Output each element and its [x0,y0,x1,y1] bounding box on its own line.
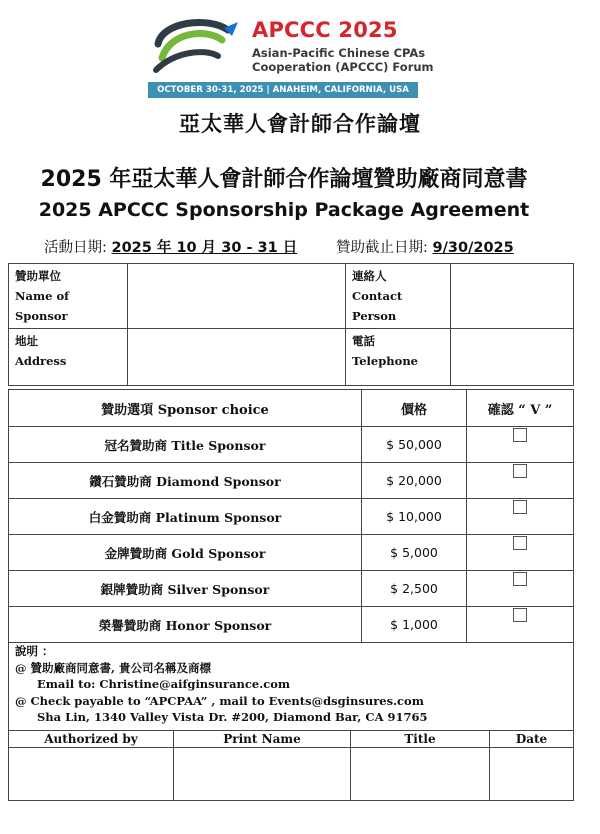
table-row [9,427,574,463]
deadline [336,236,514,257]
logo-swoosh-icon [148,14,238,78]
confirm-checkbox[interactable] [513,464,527,478]
price-value: $ 5,000 [362,535,467,571]
table-row [9,571,574,607]
price-value: $ 2,500 [362,571,467,607]
notes-line-1: @ 贊助廠商同意書, 貴公司名稱及商標 [15,660,212,675]
price-value: $ 50,000 [362,427,467,463]
agreement-title-en: 2025 APCCC Sponsorship Package Agreement [38,199,530,221]
deadline-value: 9/30/2025 [432,240,514,256]
choice-label: 榮譽贊助商 Honor Sponsor [9,607,362,643]
logo-subtitle-line2: Cooperation (APCCC) Forum [252,60,434,74]
notes-title: 說明 ： [15,644,54,658]
address-label: 地址 Address [9,329,128,386]
confirm-cell [467,535,574,571]
agreement-title-cn: 2025 年亞太華人會計師合作論壇贊助廠商同意書 [40,167,528,192]
confirm-cell [467,607,574,643]
logo-subtitle-line1: Asian-Pacific Chinese CPAs [252,46,426,60]
title-field[interactable] [351,748,490,801]
event-date-label: 活動日期: [44,240,107,256]
table-row [9,463,574,499]
authorized-by-header: Authorized by [9,731,174,748]
choice-label: 金牌贊助商 Gold Sponsor [9,535,362,571]
telephone-label: 電話 Telephone [346,329,451,386]
authorized-by-field[interactable] [9,748,174,801]
choice-label: 銀牌贊助商 Silver Sponsor [9,571,362,607]
confirm-checkbox[interactable] [513,428,527,442]
logo-subtitle [252,46,438,74]
contact-person-field[interactable] [451,264,574,329]
table-row [9,535,574,571]
sponsor-name-field[interactable] [128,264,346,329]
event-date-value: 2025 年 10 月 30 - 31 日 [111,240,298,256]
notes-email: Email to: Christine@aifginsurance.com [37,677,291,691]
notes-line-3: @ Check payable to “APCPAA” , mail to Events@dsginsures.com [15,693,424,708]
confirm-checkbox[interactable] [513,500,527,514]
confirm-cell [467,571,574,607]
sponsor-choice-table [8,389,574,643]
print-name-field[interactable] [174,748,351,801]
address-field[interactable] [128,329,346,386]
date-field[interactable] [490,748,574,801]
telephone-field[interactable] [451,329,574,386]
confirm-checkbox[interactable] [513,608,527,622]
choice-label: 白金贊助商 Platinum Sponsor [9,499,362,535]
confirm-checkbox[interactable] [513,536,527,550]
choice-label: 鑽石贊助商 Diamond Sponsor [9,463,362,499]
choice-label: 冠名贊助商 Title Sponsor [9,427,362,463]
logo-title: APCCC 2025 [252,18,398,42]
notes-section [8,641,574,730]
date-header: Date [490,731,574,748]
table-row [9,607,574,643]
choice-header: 贊助選項 Sponsor choice [9,390,362,427]
confirm-checkbox[interactable] [513,572,527,586]
contact-person-label: 連絡人 Contact Person [346,264,451,329]
sponsor-name-label: 贊助單位 Name of Sponsor [9,264,128,329]
deadline-label: 贊助截止日期: [336,240,428,256]
confirm-header: 確認 “ V ” [467,390,574,427]
print-name-header: Print Name [174,731,351,748]
table-row [9,499,574,535]
sponsor-info-table [8,263,574,386]
price-value: $ 10,000 [362,499,467,535]
forum-name-cn: 亞太華人會計師合作論壇 [179,111,421,136]
title-header: Title [351,731,490,748]
event-date [44,236,297,257]
price-value: $ 20,000 [362,463,467,499]
notes-address: Sha Lin, 1340 Valley Vista Dr. #200, Diamond Bar, CA 91765 [37,710,428,724]
price-value: $ 1,000 [362,607,467,643]
signature-table [8,730,574,801]
confirm-cell [467,463,574,499]
logo-date-bar: OCTOBER 30-31, 2025 | ANAHEIM, CALIFORNIA, USA [148,82,418,98]
price-header: 價格 [362,390,467,427]
conference-logo [148,14,438,98]
confirm-cell [467,499,574,535]
confirm-cell [467,427,574,463]
